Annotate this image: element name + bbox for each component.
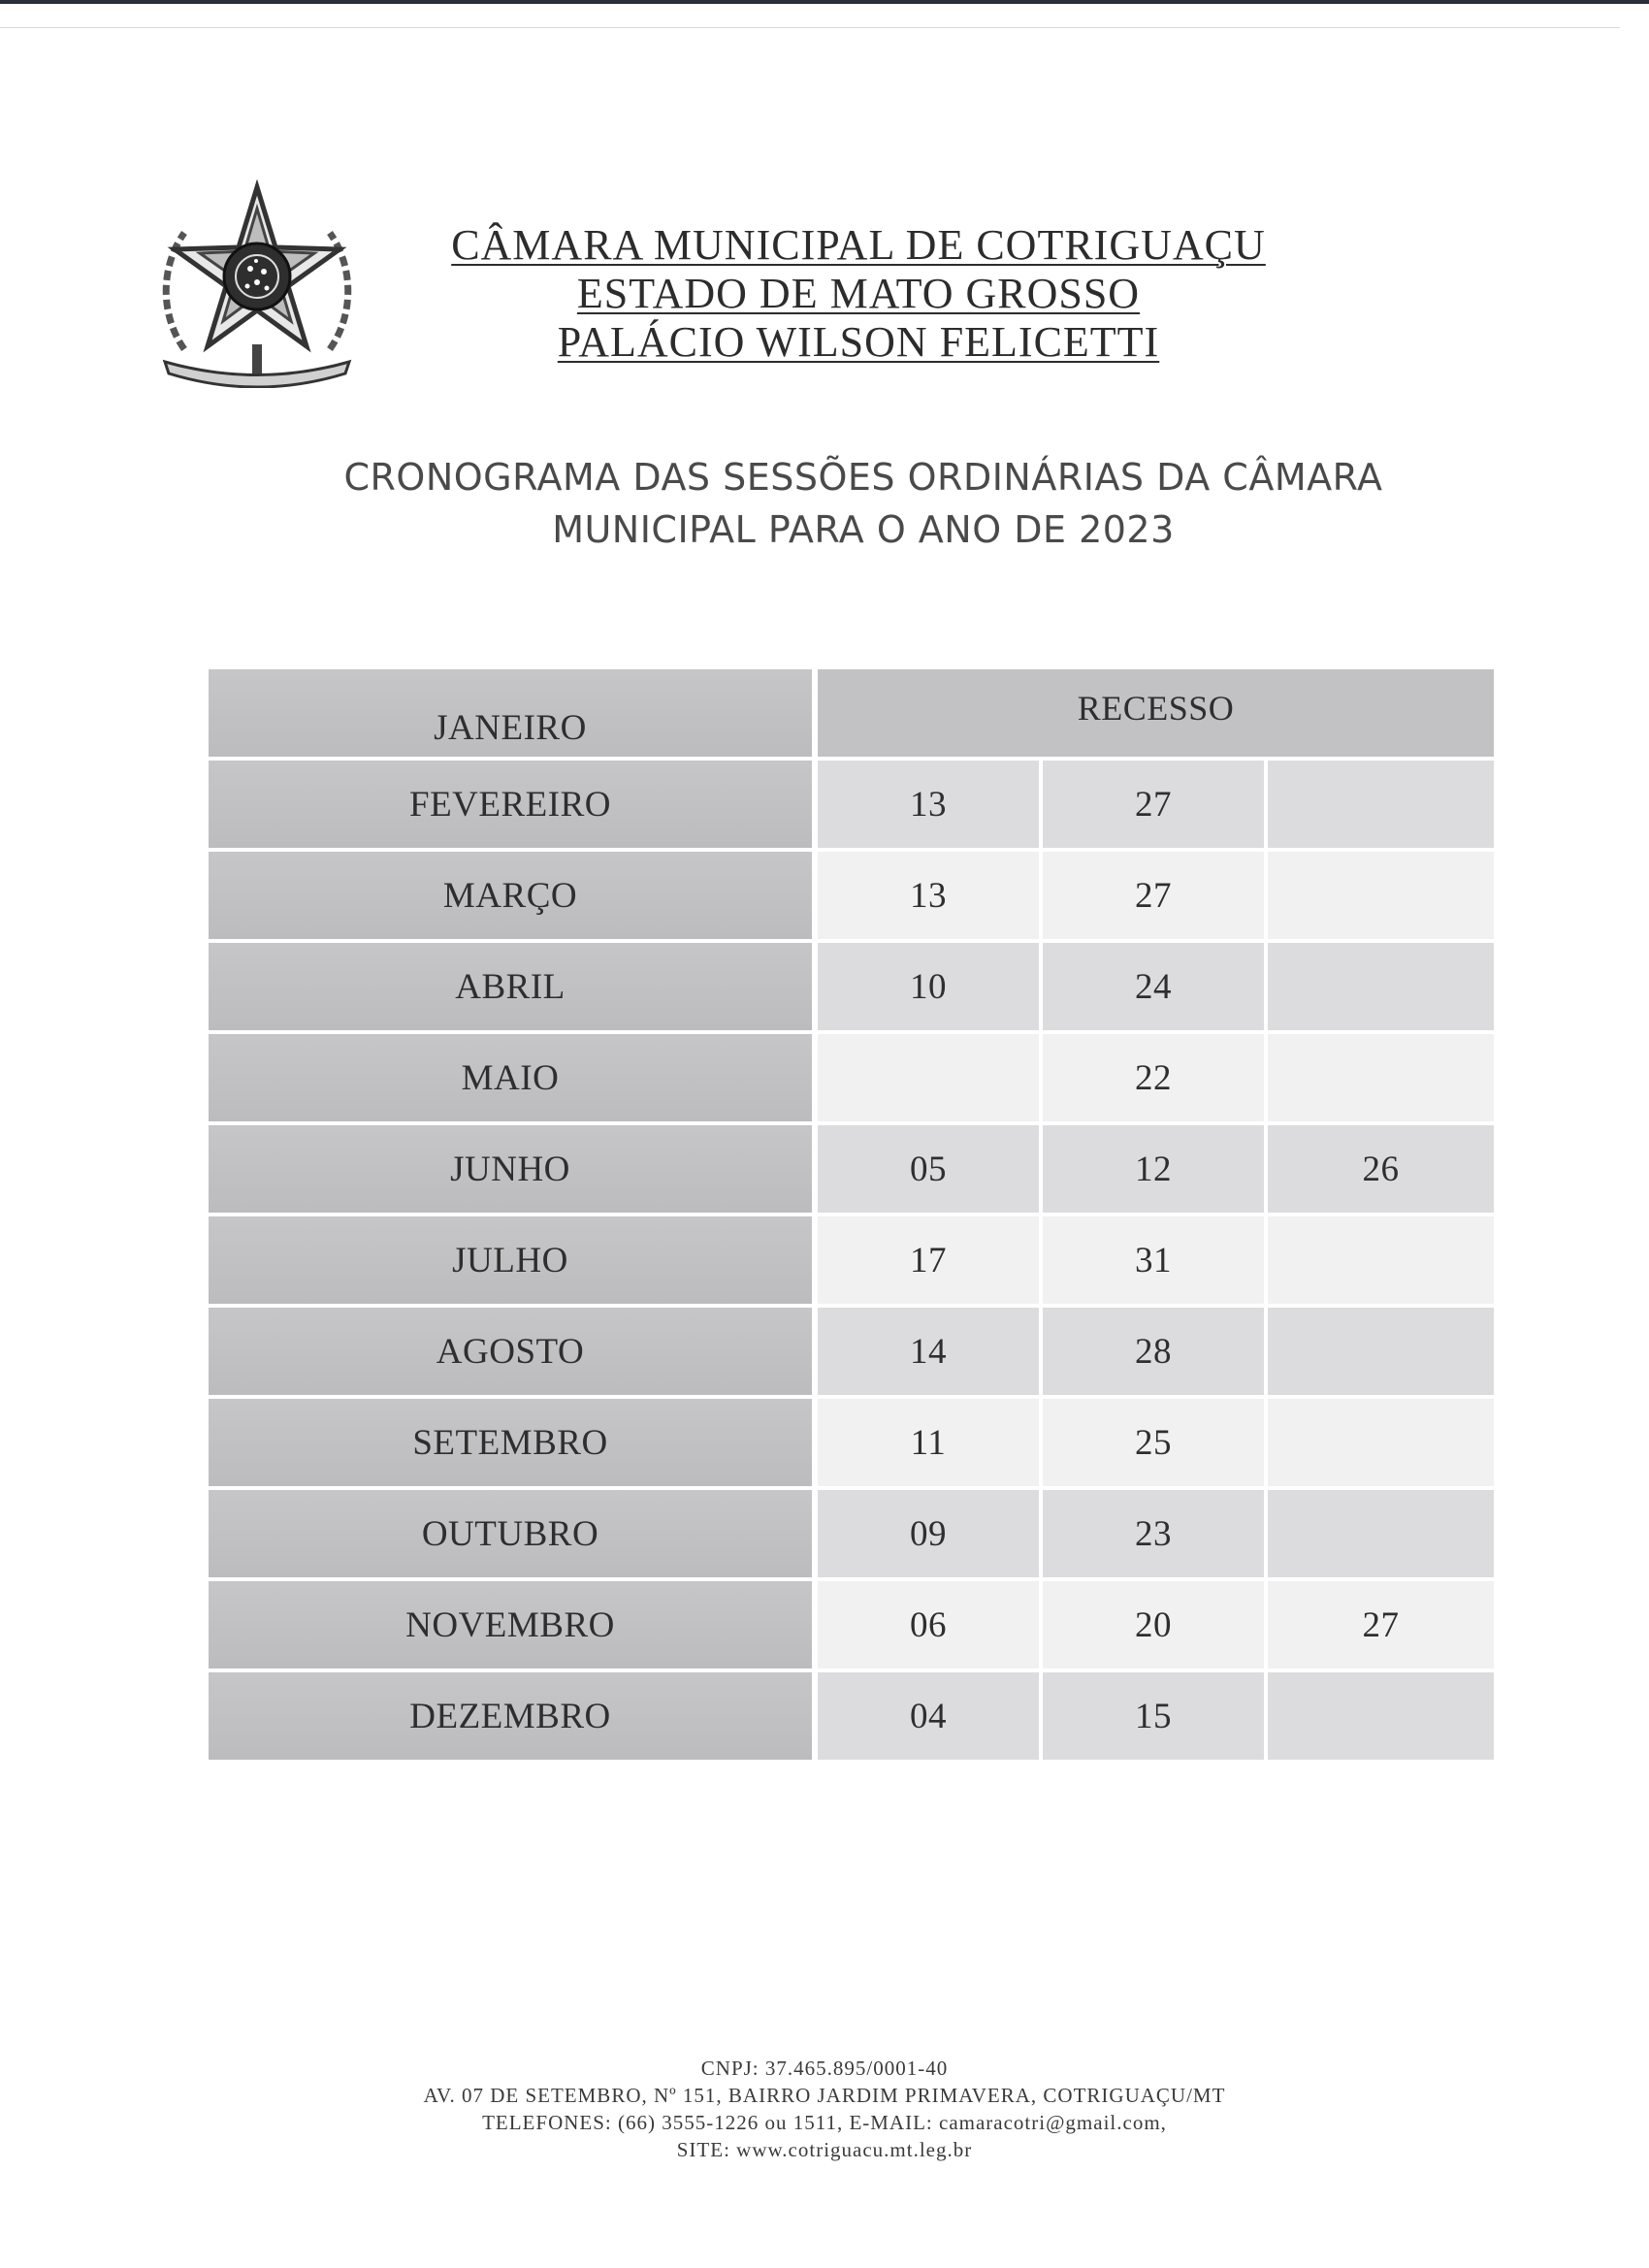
month-cell: NOVEMBRO	[209, 1581, 818, 1672]
session-day-cell: 31	[1043, 1216, 1268, 1308]
session-day-cell: 23	[1043, 1490, 1268, 1581]
footer-cnpj: CNPJ: 37.465.895/0001-40	[700, 2057, 949, 2080]
session-day-cell: 27	[1268, 1581, 1494, 1672]
session-day-cell: 10	[818, 943, 1043, 1034]
institution-header	[388, 221, 1329, 367]
session-day-cell	[1268, 943, 1494, 1034]
month-cell: ABRIL	[209, 943, 818, 1034]
session-day-cell: 24	[1043, 943, 1268, 1034]
session-day-cell: 05	[818, 1125, 1043, 1216]
session-day-cell: 27	[1043, 852, 1268, 943]
month-cell: SETEMBRO	[209, 1399, 818, 1490]
session-day-cell: 09	[818, 1490, 1043, 1581]
session-day-cell: 12	[1043, 1125, 1268, 1216]
coat-of-arms-icon	[155, 179, 359, 388]
document-title	[291, 451, 1436, 556]
month-cell: MAIO	[209, 1034, 818, 1125]
month-cell: JANEIRO	[209, 669, 818, 761]
footer-site: SITE: www.cotriguacu.mt.leg.br	[676, 2138, 973, 2161]
table-row	[209, 1490, 1494, 1581]
month-cell: DEZEMBRO	[209, 1672, 818, 1764]
month-cell: MARÇO	[209, 852, 818, 943]
session-day-cell: 28	[1043, 1308, 1268, 1399]
session-day-cell: 27	[1043, 761, 1268, 852]
session-day-cell	[1268, 1399, 1494, 1490]
table-row	[209, 1672, 1494, 1764]
session-day-cell: 25	[1043, 1399, 1268, 1490]
session-day-cell	[1268, 1308, 1494, 1399]
footer-phones: TELEFONES: (66) 3555-1226 ou 1511, E-MAIL: camaracotri@gmail.com,	[482, 2111, 1167, 2134]
session-day-cell: 14	[818, 1308, 1043, 1399]
header-line-2: ESTADO DE MATO GROSSO	[576, 270, 1141, 317]
session-day-cell: 17	[818, 1216, 1043, 1308]
month-cell: AGOSTO	[209, 1308, 818, 1399]
session-day-cell: 13	[818, 761, 1043, 852]
month-cell: JULHO	[209, 1216, 818, 1308]
session-day-cell: 20	[1043, 1581, 1268, 1672]
session-day-cell: 22	[1043, 1034, 1268, 1125]
session-day-cell	[1268, 1672, 1494, 1764]
table-row	[209, 1308, 1494, 1399]
session-day-cell	[818, 1034, 1043, 1125]
title-line-2: MUNICIPAL PARA O ANO DE 2023	[552, 508, 1175, 551]
table-row	[209, 1034, 1494, 1125]
schedule-table	[209, 669, 1494, 1764]
recess-cell: RECESSO	[818, 669, 1494, 761]
table-row	[209, 1399, 1494, 1490]
session-day-cell	[1268, 1034, 1494, 1125]
session-day-cell: 11	[818, 1399, 1043, 1490]
session-day-cell: 26	[1268, 1125, 1494, 1216]
top-border	[0, 0, 1649, 4]
session-day-cell	[1268, 1216, 1494, 1308]
session-day-cell: 13	[818, 852, 1043, 943]
table-row	[209, 669, 1494, 761]
month-cell: FEVEREIRO	[209, 761, 818, 852]
table-row	[209, 1581, 1494, 1672]
table-row	[209, 852, 1494, 943]
header-line-1: CÂMARA MUNICIPAL DE COTRIGUAÇU	[451, 221, 1266, 269]
session-day-cell	[1268, 852, 1494, 943]
table-row	[209, 761, 1494, 852]
footer-address: AV. 07 DE SETEMBRO, Nº 151, BAIRRO JARDIM PRIMAVERA, COTRIGUAÇU/MT	[423, 2084, 1226, 2107]
session-day-cell: 06	[818, 1581, 1043, 1672]
top-divider	[0, 27, 1620, 28]
title-line-1: CRONOGRAMA DAS SESSÕES ORDINÁRIAS DA CÂMARA	[343, 456, 1383, 499]
session-day-cell: 15	[1043, 1672, 1268, 1764]
session-day-cell	[1268, 1490, 1494, 1581]
table-row	[209, 1216, 1494, 1308]
table-row	[209, 943, 1494, 1034]
session-day-cell: 04	[818, 1672, 1043, 1764]
footer-contact	[320, 2055, 1329, 2163]
month-cell: JUNHO	[209, 1125, 818, 1216]
session-day-cell	[1268, 761, 1494, 852]
table-row	[209, 1125, 1494, 1216]
month-cell: OUTUBRO	[209, 1490, 818, 1581]
header-line-3: PALÁCIO WILSON FELICETTI	[557, 318, 1160, 366]
